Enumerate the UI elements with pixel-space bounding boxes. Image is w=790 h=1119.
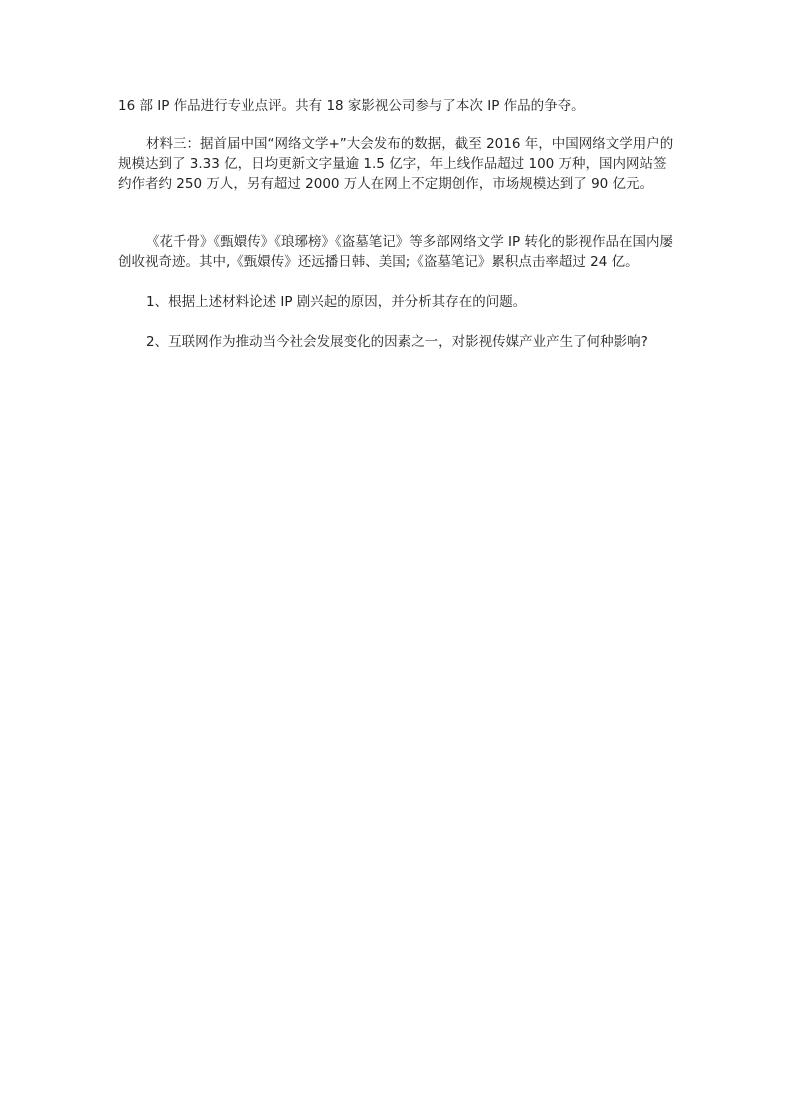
question-2: 2、互联网作为推动当今社会发展变化的因素之一，对影视传媒产业产生了何种影响? bbox=[146, 334, 648, 350]
paragraph-ip-adaptations: 《花千骨》《甄嬛传》《琅琊榜》《盗墓笔记》等多部网络文学 IP 转化的影视作品在国内屡创收视奇迹。其中,《甄嬛传》还远播日韩、美国;《盗墓笔记》累积点击率超过 24 亿。 bbox=[118, 234, 673, 270]
question-1: 1、根据上述材料论述 IP 剧兴起的原因，并分析其存在的问题。 bbox=[146, 294, 527, 310]
paragraph-material-three: 材料三：据首届中国“网络文学+”大会发布的数据，截至 2016 年，中国网络文学用户的规模达到了 3.33 亿，日均更新文字量逾 1.5 亿字，年上线作品超过 100 万种，国内网站签约作者约 250 万人，另有超过 2000 万人在网上不定期创作，市场规模达到了 90 亿元。 bbox=[118, 136, 674, 192]
document-body bbox=[118, 96, 678, 352]
paragraph-continuation: 16 部 IP 作品进行专业点评。共有 18 家影视公司参与了本次 IP 作品的争夺。 bbox=[118, 98, 585, 114]
